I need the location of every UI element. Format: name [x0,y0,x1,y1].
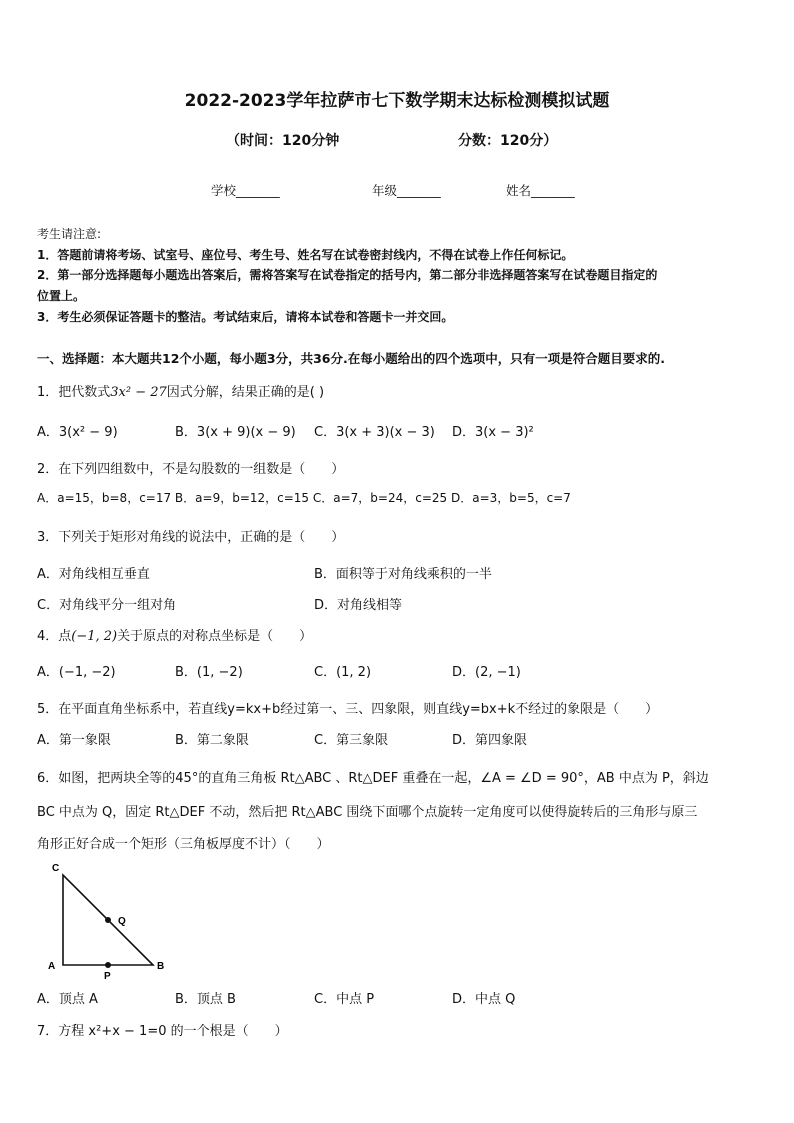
q1-expression: 3x² − 27 [110,385,167,400]
question-7: 7．方程 x²+x − 1=0 的一个根是（ ） [37,1024,288,1039]
notice-line-1: 1．答题前请将考场、试室号、座位号、考生号、姓名写在试卷密封线内，不得在试卷上作任何标记。 [37,248,574,262]
q6-option-a: A．顶点 A [37,992,98,1007]
q3-option-b: B．面积等于对角线乘积的一半 [314,567,492,582]
label-p: P [104,971,111,980]
notice-heading: 考生请注意: [37,227,102,241]
q4-option-a: A．(−1, −2) [37,665,116,680]
q4-prefix: 4．点 [37,629,72,644]
q3-option-c: C．对角线平分一组对角 [37,598,177,613]
q1-option-a: A．3(x² − 9) [37,425,118,440]
q5-option-c: C．第三象限 [314,733,389,748]
q1-option-c: C．3(x + 3)(x − 3) [314,425,435,440]
score-label: 分数：120分） [458,133,558,149]
point-q [105,917,111,923]
q5-option-b: B．第二象限 [175,733,249,748]
q1-suffix: 因式分解，结果正确的是( ) [166,385,325,400]
q5-option-a: A．第一象限 [37,733,111,748]
point-p [105,962,111,968]
q4-option-d: D．(2, −1) [452,665,521,680]
q3-option-a: A．对角线相互垂直 [37,567,150,582]
q5-option-d: D．第四象限 [452,733,528,748]
q6-option-b: B．顶点 B [175,992,236,1007]
page-title: 2022-2023学年拉萨市七下数学期末达标检测模拟试题 [184,91,610,111]
question-6-line-1: 6．如图，把两块全等的45°的直角三角板 Rt△ABC 、Rt△DEF 重叠在一起，∠A = ∠D = 90°，AB 中点为 P，斜边 [37,771,709,786]
question-1 [37,381,324,400]
label-q: Q [118,916,126,927]
q4-option-b: B．(1, −2) [175,665,243,680]
notice-line-3: 位置上。 [37,289,86,303]
label-b: B [157,961,165,972]
q4-point: (−1, 2) [71,629,118,644]
grade-field: 年级_______ [372,183,441,198]
q4-suffix: 关于原点的对称点坐标是（ ） [117,629,313,644]
label-a: A [48,961,56,972]
q1-option-d: D．3(x − 3)² [452,425,534,440]
q1-prefix: 1．把代数式 [37,385,111,400]
q1-option-b: B．3(x + 9)(x − 9) [175,425,296,440]
question-5: 5．在平面直角坐标系中，若直线y=kx+b经过第一、三、四象限，则直线y=bx+k不经过的象限是（ ） [37,702,659,717]
time-label: （时间：120分钟 [226,133,340,149]
q6-option-d: D．中点 Q [452,992,516,1007]
q6-option-c: C．中点 P [314,992,375,1007]
label-c: C [52,863,60,874]
q3-option-d: D．对角线相等 [314,598,403,613]
q2-options: A．a=15，b=8，c=17 B．a=9，b=12，c=15 C．a=7，b=24，c=25 D．a=3，b=5，c=7 [37,491,571,505]
triangle-figure [36,855,176,980]
notice-line-2: 2．第一部分选择题每小题选出答案后，需将答案写在试卷指定的括号内，第二部分非选择题答案写在试卷题目指定的 [37,268,658,282]
section-heading: 一、选择题：本大题共12个小题，每小题3分，共36分.在每小题给出的四个选项中，只有一项是符合题目要求的. [37,351,665,366]
notice-line-4: 3．考生必须保证答题卡的整洁。考试结束后，请将本试卷和答题卡一并交回。 [37,310,454,324]
school-field: 学校_______ [211,183,280,198]
question-2: 2．在下列四组数中，不是勾股数的一组数是（ ） [37,462,345,477]
question-4 [37,625,312,644]
q4-option-c: C．(1, 2) [314,665,372,680]
question-6-line-3: 角形正好合成一个矩形（三角板厚度不计）（ ） [37,837,330,852]
question-6-line-2: BC 中点为 Q，固定 Rt△DEF 不动，然后把 Rt△ABC 围绕下面哪个点旋转一定角度可以使得旋转后的三角形与原三 [37,805,698,820]
name-field: 姓名_______ [506,183,575,198]
question-3: 3．下列关于矩形对角线的说法中，正确的是（ ） [37,530,345,545]
